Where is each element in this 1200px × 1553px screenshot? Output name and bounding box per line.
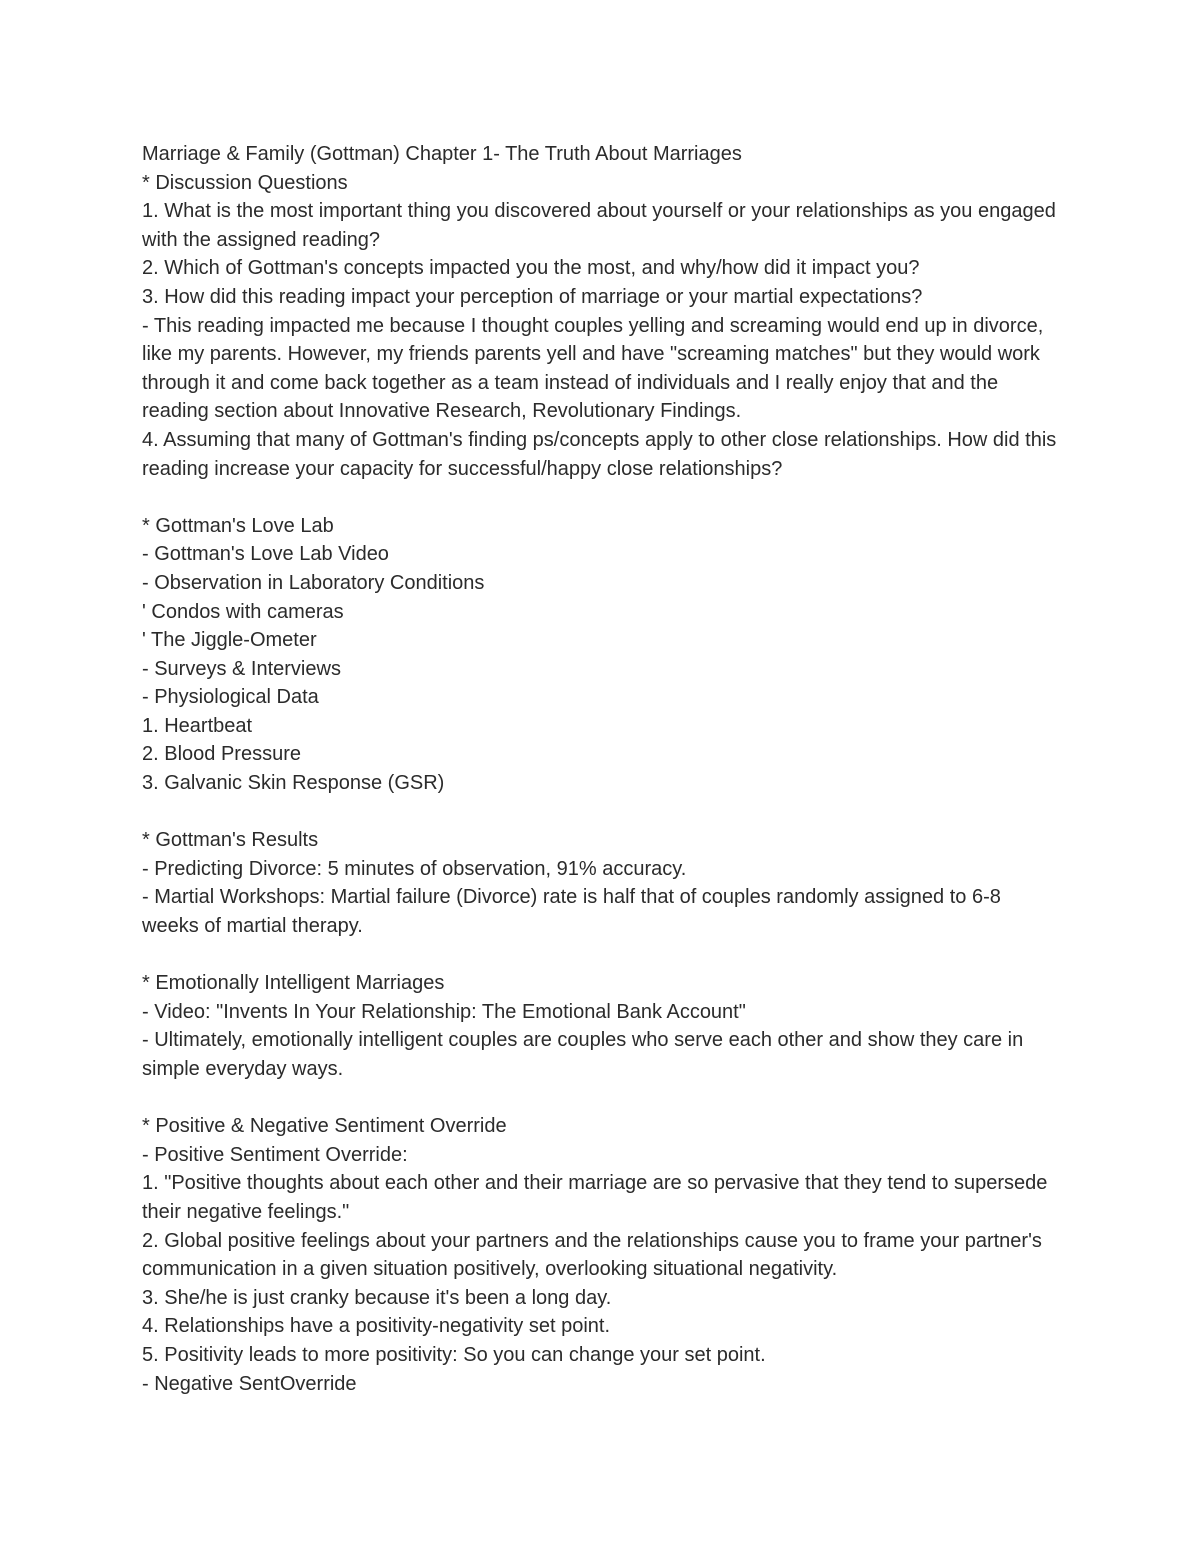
list-item: 5. Positivity leads to more positivity: So you can change your set point. (142, 1343, 766, 1366)
list-item: - Ultimately, emotionally intelligent couples are couples who serve each other and show they care in simple everyday ways. (142, 1029, 1024, 1080)
question-item: 1. What is the most important thing you discovered about yourself or your relationships as you engaged with the assigned reading? (142, 200, 1056, 251)
list-item: - Observation in Laboratory Conditions (142, 571, 485, 594)
list-item: ' The Jiggle-Ometer (142, 629, 317, 652)
list-item: - Martial Workshops: Martial failure (Divorce) rate is half that of couples randomly assigned to 6-8 weeks of martial therapy. (142, 886, 1001, 938)
list-item: - Negative SentOverride (142, 1372, 357, 1395)
document-title: Marriage & Family (Gottman) Chapter 1- The Truth About Marriages (142, 143, 742, 165)
list-item: - Physiological Data (142, 686, 319, 709)
list-item: - Video: "Invents In Your Relationship: The Emotional Bank Account" (142, 1000, 746, 1023)
list-item: ' Condos with cameras (142, 600, 344, 623)
list-item: 1. "Positive thoughts about each other and their marriage are so pervasive that they tend to supersede their negative feelings." (142, 1172, 1048, 1223)
question-item: 3. How did this reading impact your perception of marriage or your martial expectations? (142, 285, 923, 308)
document-body (142, 140, 1062, 1398)
section-heading: * Discussion Questions (142, 171, 348, 194)
section-heading: * Gottman's Results (142, 829, 319, 852)
section-heading: * Positive & Negative Sentiment Override (142, 1115, 507, 1138)
list-item: 1. Heartbeat (142, 714, 253, 737)
question-item: 4. Assuming that many of Gottman's finding ps/concepts apply to other close relationships. How did this reading increase your capacity for successful/happy close relationships? (142, 428, 1057, 480)
list-item: - Gottman's Love Lab Video (142, 543, 389, 566)
blank-line (142, 941, 1062, 970)
list-item: - Surveys & Interviews (142, 657, 341, 680)
section-heading: * Gottman's Love Lab (142, 514, 334, 537)
list-item: 2. Global positive feelings about your partners and the relationships cause you to frame your partner's communication in a given situation positively, overlooking situational negativity. (142, 1229, 1042, 1281)
question-item: 2. Which of Gottman's concepts impacted you the most, and why/how did it impact you? (142, 257, 920, 280)
list-item: - Positive Sentiment Override: (142, 1143, 408, 1166)
list-item: 4. Relationships have a positivity-negativity set point. (142, 1315, 611, 1338)
blank-line (142, 1084, 1062, 1113)
blank-line (142, 798, 1062, 827)
section-heading: * Emotionally Intelligent Marriages (142, 972, 445, 995)
blank-line (142, 483, 1062, 512)
list-item: 3. Galvanic Skin Response (GSR) (142, 772, 445, 795)
list-item: 3. She/he is just cranky because it's been a long day. (142, 1286, 612, 1309)
answer-paragraph: - This reading impacted me because I thought couples yelling and screaming would end up in divorce, like my parents. However, my friends parents yell and have "screaming matches" but they would work through it and come back together as a team instead of individuals and I really enjoy that and the reading section about Innovative Research, Revolutionary Findings. (142, 314, 1044, 423)
list-item: - Predicting Divorce: 5 minutes of observation, 91% accuracy. (142, 857, 687, 880)
list-item: 2. Blood Pressure (142, 743, 301, 766)
